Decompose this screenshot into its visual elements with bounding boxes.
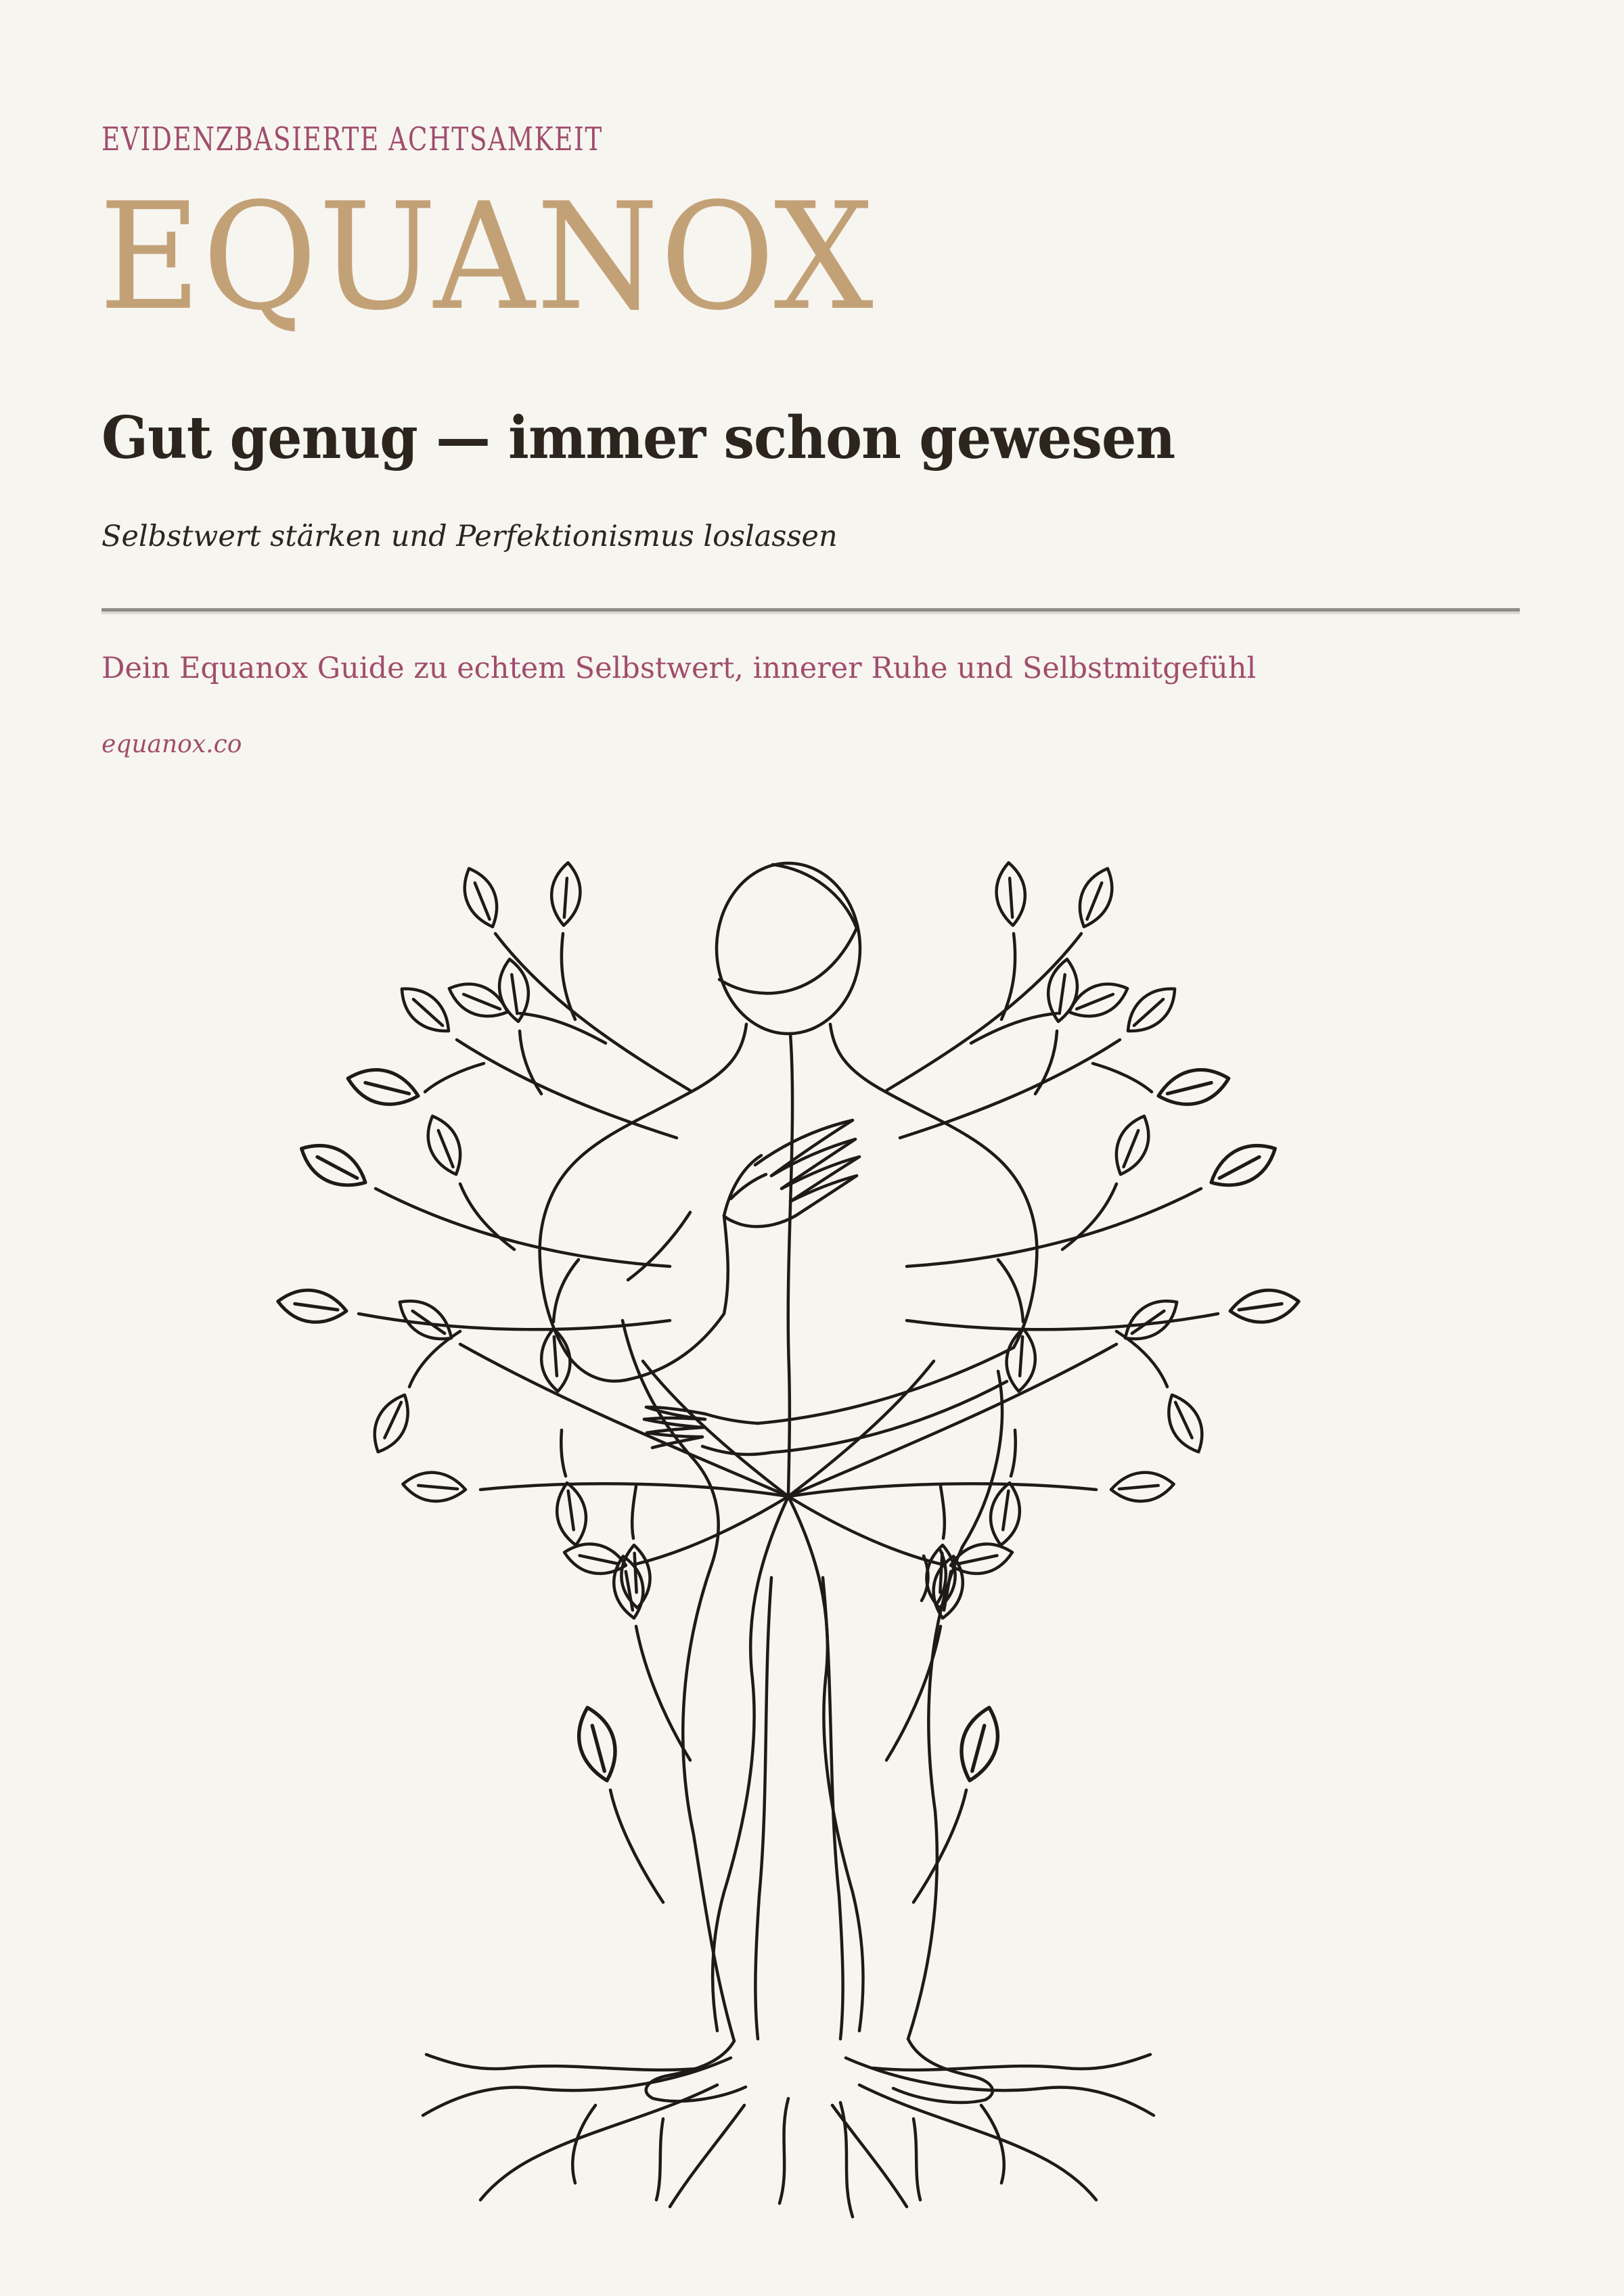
brand-title: EQUANOX [99,172,875,343]
eyebrow-label: EVIDENZBASIERTE ACHTSAMKEIT [102,120,603,158]
page-subheading: Selbstwert stärken und Perfektionismus loslassen [102,520,838,553]
self-embrace-tree-illustration [257,847,1320,2227]
website-link[interactable]: equanox.co [102,731,242,758]
guide-tagline: Dein Equanox Guide zu echtem Selbstwert, innerer Ruhe und Selbstmitgefühl [102,651,1257,685]
line-art-figure-svg [257,847,1320,2227]
page-heading: Gut genug — immer schon gewesen [102,404,1175,472]
horizontal-divider [102,608,1520,614]
figure-outline [540,863,1037,2217]
